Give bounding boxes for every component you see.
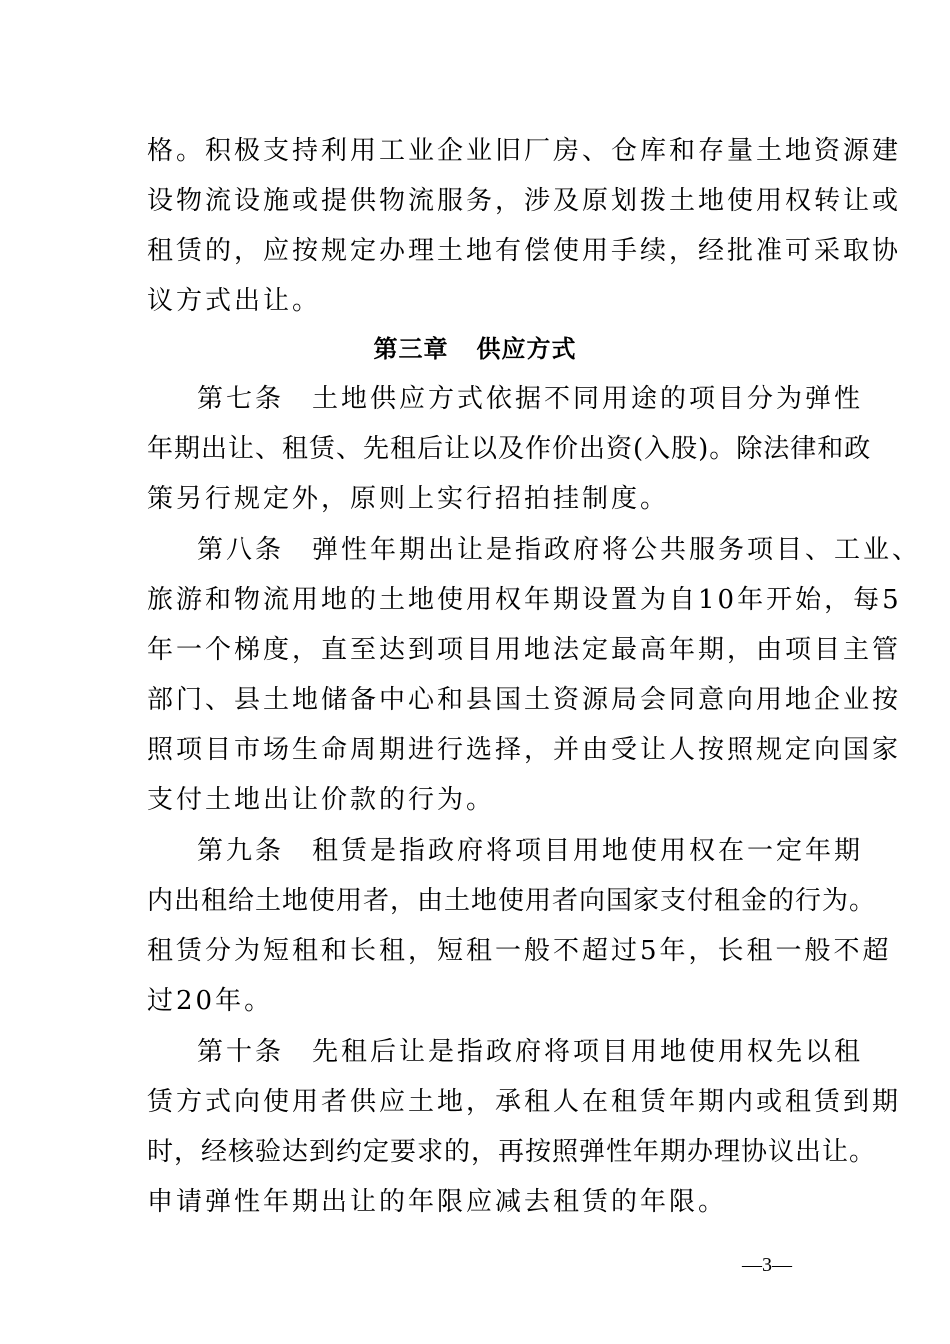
- article-label: 第七条: [197, 384, 285, 414]
- paragraph-line: 申请弹性年期出让的年限应减去租赁的年限。: [147, 1187, 728, 1217]
- paragraph-line: 议方式出让。: [147, 286, 322, 316]
- paragraph-line: 支付土地出让价款的行为。: [147, 785, 496, 815]
- article-text: 弹性年期出让是指政府将公共服务项目、工业、: [312, 535, 922, 565]
- article-text: 先租后让是指政府将项目用地使用权先以租: [312, 1037, 864, 1067]
- article-first-line: [197, 833, 877, 869]
- chapter-number: 第三章: [373, 335, 449, 363]
- paragraph-line: 租赁的，应按规定办理土地有偿使用手续，经批准可采取协: [147, 236, 902, 266]
- article-first-line: [197, 1034, 877, 1070]
- paragraph-line: 赁方式向使用者供应土地，承租人在租赁年期内或租赁到期: [147, 1087, 902, 1117]
- paragraph-line: 年一个梯度，直至达到项目用地法定最高年期，由项目主管: [147, 635, 902, 665]
- article-label: 第八条: [197, 535, 285, 565]
- article-label: 第十条: [197, 1037, 285, 1067]
- paragraph-line: 时，经核验达到约定要求的，再按照弹性年期办理协议出让。: [147, 1137, 877, 1167]
- page-number: —3—: [742, 1254, 792, 1276]
- paragraph-line: 年期出让、租赁、先租后让以及作价出资(入股)。除法律和政: [147, 434, 872, 464]
- chapter-heading: [0, 331, 950, 367]
- paragraph-line: 照项目市场生命周期进行选择，并由受让人按照规定向国家: [147, 735, 902, 765]
- paragraph-line: 策另行规定外，原则上实行招拍挂制度。: [147, 484, 670, 514]
- paragraph-line: 过20年。: [147, 986, 274, 1016]
- paragraph-line: 旅游和物流用地的土地使用权年期设置为自10年开始，每5: [147, 585, 902, 615]
- chapter-title: 供应方式: [476, 335, 577, 363]
- article-text: 土地供应方式依据不同用途的项目分为弹性: [312, 384, 864, 414]
- article-text: 租赁是指政府将项目用地使用权在一定年期: [312, 836, 864, 866]
- paragraph-line: 内出租给土地使用者，由土地使用者向国家支付租金的行为。: [147, 886, 877, 916]
- article-label: 第九条: [197, 836, 285, 866]
- paragraph-line: 部门、县土地储备中心和县国土资源局会同意向用地企业按: [147, 685, 902, 715]
- article-first-line: [197, 381, 877, 417]
- paragraph-line: 租赁分为短租和长租，短租一般不超过5年，长租一般不超: [147, 936, 892, 966]
- paragraph-line: 设物流设施或提供物流服务，涉及原划拨土地使用权转让或: [147, 186, 902, 216]
- article-first-line: [197, 532, 922, 568]
- paragraph-line: 格。积极支持利用工业企业旧厂房、仓库和存量土地资源建: [147, 136, 902, 166]
